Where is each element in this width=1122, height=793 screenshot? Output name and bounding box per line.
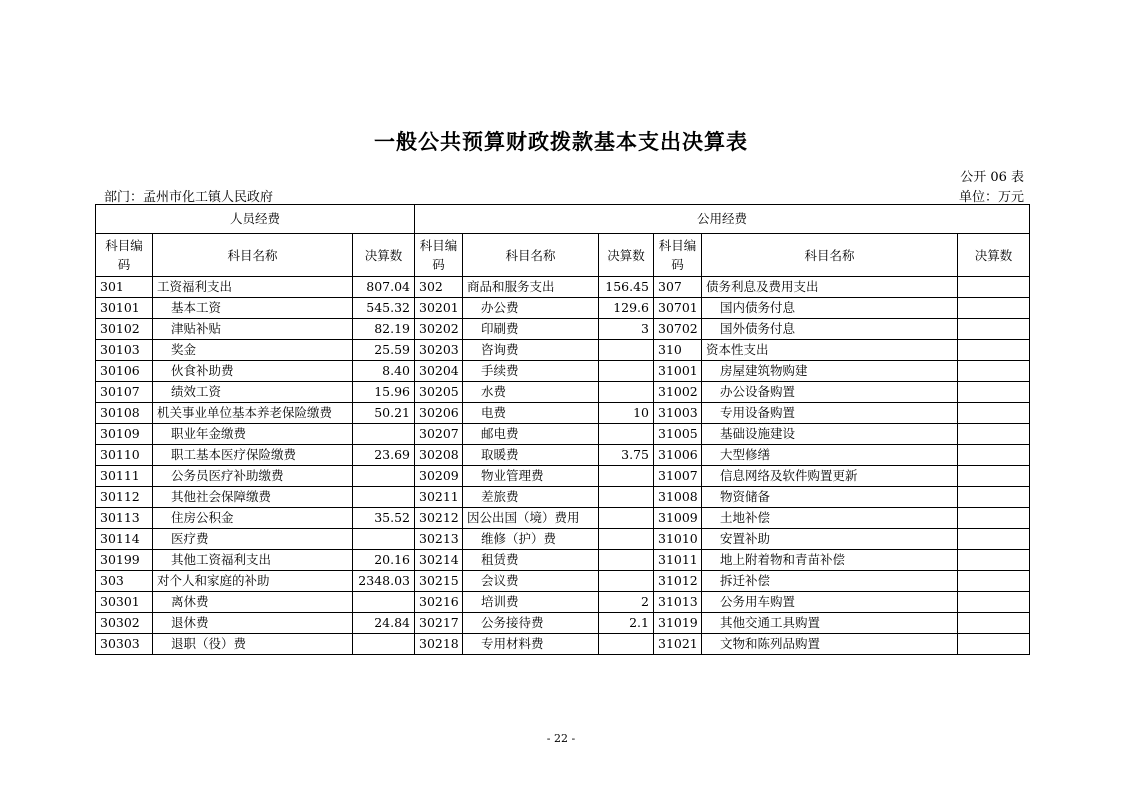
amount-cell: 24.84 xyxy=(353,613,415,634)
amount-cell: 2 xyxy=(599,592,654,613)
subject-name-cell: 离休费 xyxy=(153,592,353,613)
subject-name-cell: 工资福利支出 xyxy=(153,277,353,298)
col-header-code: 科目编码 xyxy=(415,234,463,277)
subject-code-cell: 30102 xyxy=(96,319,153,340)
subject-name-cell: 电费 xyxy=(463,403,599,424)
subject-code-cell: 31007 xyxy=(654,466,702,487)
subject-name-cell: 取暖费 xyxy=(463,445,599,466)
subject-name-cell: 伙食补助费 xyxy=(153,361,353,382)
department-label: 部门：孟州市化工镇人民政府 xyxy=(104,190,274,205)
subject-name-cell: 邮电费 xyxy=(463,424,599,445)
subject-code-cell: 30113 xyxy=(96,508,153,529)
subject-code-cell: 30302 xyxy=(96,613,153,634)
amount-cell: 25.59 xyxy=(353,340,415,361)
subject-name-cell: 退休费 xyxy=(153,613,353,634)
subject-code-cell: 30203 xyxy=(415,340,463,361)
amount-cell xyxy=(599,382,654,403)
amount-cell xyxy=(958,592,1030,613)
subject-code-cell: 30106 xyxy=(96,361,153,382)
subject-code-cell: 30209 xyxy=(415,466,463,487)
amount-cell: 807.04 xyxy=(353,277,415,298)
subject-name-cell: 拆迁补偿 xyxy=(702,571,958,592)
subject-name-cell: 安置补助 xyxy=(702,529,958,550)
subject-code-cell: 30205 xyxy=(415,382,463,403)
subject-name-cell: 办公费 xyxy=(463,298,599,319)
table-row xyxy=(96,340,1030,361)
subject-code-cell: 30206 xyxy=(415,403,463,424)
amount-cell xyxy=(958,382,1030,403)
subject-code-cell: 30212 xyxy=(415,508,463,529)
amount-cell xyxy=(599,571,654,592)
subject-name-cell: 咨询费 xyxy=(463,340,599,361)
column-header-row xyxy=(96,234,1030,277)
public-header: 公用经费 xyxy=(415,205,1030,234)
subject-code-cell: 30114 xyxy=(96,529,153,550)
subject-name-cell: 机关事业单位基本养老保险缴费 xyxy=(153,403,353,424)
subject-name-cell: 印刷费 xyxy=(463,319,599,340)
subject-name-cell: 奖金 xyxy=(153,340,353,361)
amount-cell xyxy=(599,466,654,487)
subject-name-cell: 信息网络及软件购置更新 xyxy=(702,466,958,487)
amount-cell xyxy=(958,613,1030,634)
subject-code-cell: 30207 xyxy=(415,424,463,445)
table-row xyxy=(96,298,1030,319)
subject-code-cell: 310 xyxy=(654,340,702,361)
table-row xyxy=(96,424,1030,445)
subject-name-cell: 资本性支出 xyxy=(702,340,958,361)
amount-cell xyxy=(958,424,1030,445)
table-row xyxy=(96,361,1030,382)
amount-cell: 2348.03 xyxy=(353,571,415,592)
amount-cell xyxy=(958,487,1030,508)
table-row xyxy=(96,592,1030,613)
subject-name-cell: 债务利息及费用支出 xyxy=(702,277,958,298)
amount-cell xyxy=(353,466,415,487)
amount-cell: 129.6 xyxy=(599,298,654,319)
subject-code-cell: 31019 xyxy=(654,613,702,634)
subject-name-cell: 基础设施建设 xyxy=(702,424,958,445)
subject-code-cell: 30216 xyxy=(415,592,463,613)
subject-code-cell: 31010 xyxy=(654,529,702,550)
amount-cell: 3 xyxy=(599,319,654,340)
subject-code-cell: 30108 xyxy=(96,403,153,424)
subject-name-cell: 公务接待费 xyxy=(463,613,599,634)
group-header-row xyxy=(96,205,1030,234)
amount-cell xyxy=(958,277,1030,298)
table-row xyxy=(96,277,1030,298)
subject-code-cell: 301 xyxy=(96,277,153,298)
subject-name-cell: 职业年金缴费 xyxy=(153,424,353,445)
table-row xyxy=(96,613,1030,634)
amount-cell xyxy=(958,319,1030,340)
subject-name-cell: 国外债务付息 xyxy=(702,319,958,340)
subject-code-cell: 30213 xyxy=(415,529,463,550)
subject-name-cell: 基本工资 xyxy=(153,298,353,319)
col-header-name: 科目名称 xyxy=(153,234,353,277)
col-header-name: 科目名称 xyxy=(702,234,958,277)
amount-cell xyxy=(958,634,1030,655)
amount-cell: 8.40 xyxy=(353,361,415,382)
subject-code-cell: 30109 xyxy=(96,424,153,445)
page-title: 一般公共预算财政拨款基本支出决算表 xyxy=(374,130,748,154)
subject-name-cell: 手续费 xyxy=(463,361,599,382)
unit-label: 单位：万元 xyxy=(958,190,1024,205)
subject-name-cell: 其他工资福利支出 xyxy=(153,550,353,571)
amount-cell xyxy=(599,634,654,655)
subject-code-cell: 30110 xyxy=(96,445,153,466)
subject-code-cell: 30103 xyxy=(96,340,153,361)
subject-code-cell: 30215 xyxy=(415,571,463,592)
amount-cell: 23.69 xyxy=(353,445,415,466)
subject-code-cell: 30208 xyxy=(415,445,463,466)
subject-name-cell: 物资储备 xyxy=(702,487,958,508)
amount-cell xyxy=(353,634,415,655)
col-header-code: 科目编码 xyxy=(654,234,702,277)
personnel-header: 人员经费 xyxy=(96,205,415,234)
subject-name-cell: 会议费 xyxy=(463,571,599,592)
amount-cell xyxy=(958,550,1030,571)
subject-name-cell: 水费 xyxy=(463,382,599,403)
subject-code-cell: 31011 xyxy=(654,550,702,571)
subject-code-cell: 307 xyxy=(654,277,702,298)
amount-cell xyxy=(353,529,415,550)
subject-code-cell: 31002 xyxy=(654,382,702,403)
amount-cell xyxy=(599,508,654,529)
subject-name-cell: 房屋建筑物购建 xyxy=(702,361,958,382)
form-number: 公开 06 表 xyxy=(960,170,1024,185)
subject-code-cell: 30107 xyxy=(96,382,153,403)
subject-name-cell: 绩效工资 xyxy=(153,382,353,403)
table-row xyxy=(96,634,1030,655)
subject-name-cell: 物业管理费 xyxy=(463,466,599,487)
subject-code-cell: 303 xyxy=(96,571,153,592)
subject-name-cell: 津贴补贴 xyxy=(153,319,353,340)
amount-cell xyxy=(958,529,1030,550)
subject-code-cell: 30301 xyxy=(96,592,153,613)
subject-name-cell: 国内债务付息 xyxy=(702,298,958,319)
page-number: - 22 - xyxy=(546,732,576,745)
subject-code-cell: 30201 xyxy=(415,298,463,319)
subject-name-cell: 土地补偿 xyxy=(702,508,958,529)
amount-cell xyxy=(599,424,654,445)
table-row xyxy=(96,466,1030,487)
subject-code-cell: 31006 xyxy=(654,445,702,466)
amount-cell xyxy=(958,361,1030,382)
amount-cell xyxy=(958,298,1030,319)
amount-cell xyxy=(599,529,654,550)
subject-name-cell: 专用设备购置 xyxy=(702,403,958,424)
amount-cell: 15.96 xyxy=(353,382,415,403)
subject-name-cell: 租赁费 xyxy=(463,550,599,571)
subject-code-cell: 31021 xyxy=(654,634,702,655)
amount-cell xyxy=(958,508,1030,529)
subject-code-cell: 30211 xyxy=(415,487,463,508)
subject-name-cell: 地上附着物和青苗补偿 xyxy=(702,550,958,571)
table-row xyxy=(96,445,1030,466)
subject-name-cell: 专用材料费 xyxy=(463,634,599,655)
table-row xyxy=(96,403,1030,424)
subject-code-cell: 30101 xyxy=(96,298,153,319)
subject-name-cell: 维修（护）费 xyxy=(463,529,599,550)
subject-name-cell: 对个人和家庭的补助 xyxy=(153,571,353,592)
subject-name-cell: 文物和陈列品购置 xyxy=(702,634,958,655)
table-row xyxy=(96,571,1030,592)
amount-cell xyxy=(958,403,1030,424)
subject-name-cell: 培训费 xyxy=(463,592,599,613)
col-header-amount: 决算数 xyxy=(599,234,654,277)
subject-name-cell: 其他交通工具购置 xyxy=(702,613,958,634)
subject-name-cell: 退职（役）费 xyxy=(153,634,353,655)
subject-name-cell: 办公设备购置 xyxy=(702,382,958,403)
table-row xyxy=(96,529,1030,550)
subject-code-cell: 30112 xyxy=(96,487,153,508)
subject-name-cell: 因公出国（境）费用 xyxy=(463,508,599,529)
subject-name-cell: 差旅费 xyxy=(463,487,599,508)
subject-code-cell: 31005 xyxy=(654,424,702,445)
amount-cell xyxy=(958,340,1030,361)
table-row xyxy=(96,550,1030,571)
amount-cell: 82.19 xyxy=(353,319,415,340)
subject-code-cell: 30218 xyxy=(415,634,463,655)
amount-cell xyxy=(958,466,1030,487)
subject-name-cell: 医疗费 xyxy=(153,529,353,550)
subject-code-cell: 30199 xyxy=(96,550,153,571)
amount-cell xyxy=(958,571,1030,592)
amount-cell xyxy=(599,361,654,382)
table-row xyxy=(96,319,1030,340)
table-row xyxy=(96,382,1030,403)
subject-code-cell: 31012 xyxy=(654,571,702,592)
amount-cell: 10 xyxy=(599,403,654,424)
amount-cell xyxy=(599,550,654,571)
subject-name-cell: 职工基本医疗保险缴费 xyxy=(153,445,353,466)
subject-code-cell: 30214 xyxy=(415,550,463,571)
table-row xyxy=(96,487,1030,508)
subject-name-cell: 大型修缮 xyxy=(702,445,958,466)
col-header-code: 科目编码 xyxy=(96,234,153,277)
subject-code-cell: 31013 xyxy=(654,592,702,613)
amount-cell: 50.21 xyxy=(353,403,415,424)
subject-name-cell: 公务员医疗补助缴费 xyxy=(153,466,353,487)
subject-code-cell: 30217 xyxy=(415,613,463,634)
amount-cell xyxy=(353,592,415,613)
subject-name-cell: 住房公积金 xyxy=(153,508,353,529)
amount-cell xyxy=(599,487,654,508)
subject-name-cell: 其他社会保障缴费 xyxy=(153,487,353,508)
amount-cell: 156.45 xyxy=(599,277,654,298)
amount-cell: 35.52 xyxy=(353,508,415,529)
subject-name-cell: 商品和服务支出 xyxy=(463,277,599,298)
subject-code-cell: 30204 xyxy=(415,361,463,382)
amount-cell xyxy=(353,487,415,508)
subject-code-cell: 30702 xyxy=(654,319,702,340)
subject-code-cell: 30111 xyxy=(96,466,153,487)
amount-cell xyxy=(958,445,1030,466)
amount-cell xyxy=(353,424,415,445)
subject-code-cell: 30202 xyxy=(415,319,463,340)
subject-code-cell: 31003 xyxy=(654,403,702,424)
subject-code-cell: 31009 xyxy=(654,508,702,529)
col-header-amount: 决算数 xyxy=(353,234,415,277)
amount-cell: 3.75 xyxy=(599,445,654,466)
subject-code-cell: 31008 xyxy=(654,487,702,508)
subject-name-cell: 公务用车购置 xyxy=(702,592,958,613)
table-row xyxy=(96,508,1030,529)
subject-code-cell: 30303 xyxy=(96,634,153,655)
col-header-name: 科目名称 xyxy=(463,234,599,277)
subject-code-cell: 31001 xyxy=(654,361,702,382)
amount-cell: 545.32 xyxy=(353,298,415,319)
col-header-amount: 决算数 xyxy=(958,234,1030,277)
subject-code-cell: 30701 xyxy=(654,298,702,319)
amount-cell: 20.16 xyxy=(353,550,415,571)
subject-code-cell: 302 xyxy=(415,277,463,298)
expenditure-table xyxy=(95,204,1030,655)
amount-cell xyxy=(599,340,654,361)
amount-cell: 2.1 xyxy=(599,613,654,634)
